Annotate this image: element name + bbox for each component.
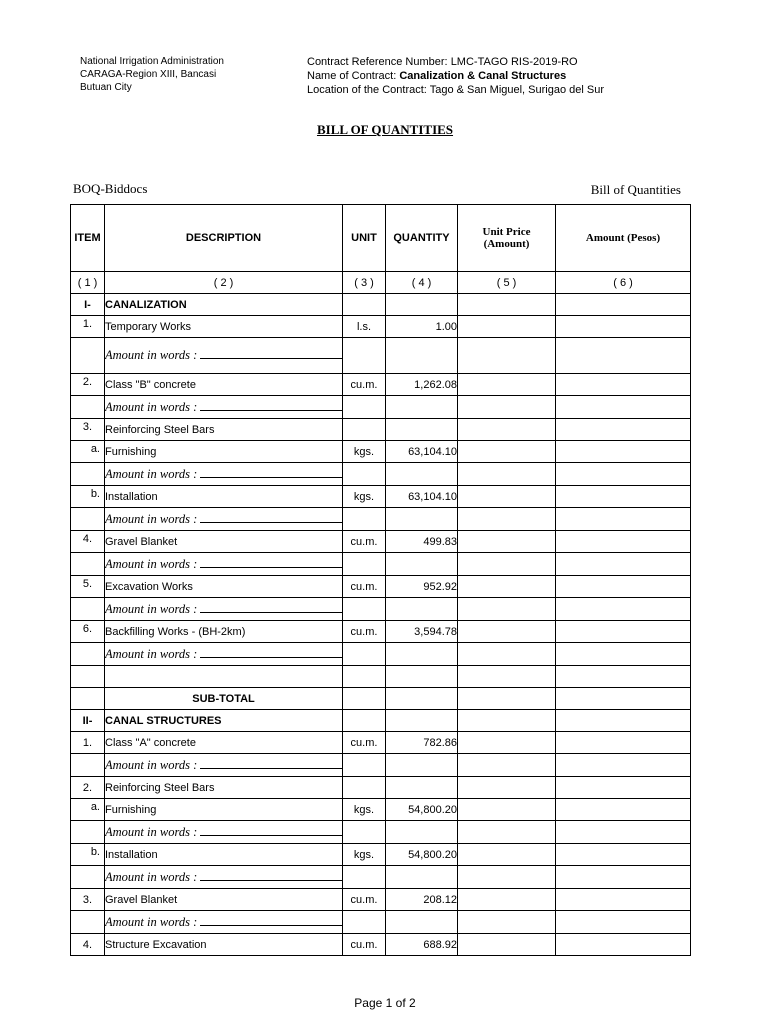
table-header-row [71, 205, 691, 272]
item-description: Backfilling Works - (BH-2km) [105, 621, 343, 643]
table-row [71, 576, 691, 598]
amount-in-words-row [71, 821, 691, 844]
item-number: 6. [71, 621, 105, 643]
amount-in-words[interactable] [105, 508, 343, 531]
header-amount: Amount (Pesos) [556, 205, 691, 272]
amount-cell[interactable] [556, 732, 691, 754]
item-unit: cu.m. [343, 621, 386, 643]
section-number: I- [71, 294, 105, 316]
item-unit: cu.m. [343, 889, 386, 911]
item-quantity: 952.92 [386, 576, 458, 598]
item-quantity: 1,262.08 [386, 374, 458, 396]
amount-in-words-label: Amount in words : [105, 399, 198, 414]
header-unit-price-line1: Unit Price [482, 226, 531, 238]
table-row [71, 486, 691, 508]
item-description: Excavation Works [105, 576, 343, 598]
page-title: BILL OF QUANTITIES [316, 122, 454, 137]
item-quantity: 3,594.78 [386, 621, 458, 643]
unit-price-cell[interactable] [458, 486, 556, 508]
amount-in-words-line [200, 557, 342, 568]
location-label: Location of the Contract: [307, 84, 427, 96]
item-number: 3. [71, 889, 105, 911]
item-quantity: 54,800.20 [386, 799, 458, 821]
unit-price-cell[interactable] [458, 531, 556, 553]
item-unit: cu.m. [343, 934, 386, 956]
unit-price-cell[interactable] [458, 441, 556, 463]
item-number: b. [71, 844, 105, 866]
table-row [71, 419, 691, 441]
contract-ref-value: LMC-TAGO RIS-2019-RO [450, 56, 578, 68]
table-row [71, 316, 691, 338]
amount-cell[interactable] [556, 531, 691, 553]
unit-price-cell[interactable] [458, 621, 556, 643]
amount-in-words-row [71, 553, 691, 576]
amount-in-words-label: Amount in words : [105, 824, 198, 839]
item-description: Reinforcing Steel Bars [105, 777, 343, 799]
item-description: Gravel Blanket [105, 889, 343, 911]
amount-in-words-label: Amount in words : [105, 601, 198, 616]
item-description: Installation [105, 486, 343, 508]
amount-in-words-line [200, 647, 342, 658]
item-number: 5. [71, 576, 105, 598]
amount-in-words-row [71, 754, 691, 777]
amount-in-words[interactable] [105, 553, 343, 576]
empty-row [71, 666, 691, 688]
amount-in-words[interactable] [105, 643, 343, 666]
item-number: 4. [71, 934, 105, 956]
amount-in-words-row [71, 338, 691, 374]
item-quantity: 63,104.10 [386, 486, 458, 508]
column-number-row [71, 272, 691, 294]
amount-in-words-label: Amount in words : [105, 757, 198, 772]
item-description: Gravel Blanket [105, 531, 343, 553]
item-quantity: 688.92 [386, 934, 458, 956]
unit-price-cell[interactable] [458, 844, 556, 866]
amount-in-words-label: Amount in words : [105, 348, 198, 362]
item-description: Temporary Works [105, 316, 343, 338]
amount-in-words[interactable] [105, 911, 343, 934]
unit-price-cell[interactable] [458, 374, 556, 396]
item-number: a. [71, 799, 105, 821]
amount-in-words-line [200, 348, 342, 359]
section-title: CANALIZATION [105, 294, 343, 316]
amount-in-words[interactable] [105, 598, 343, 621]
amount-in-words-row [71, 866, 691, 889]
item-quantity: 63,104.10 [386, 441, 458, 463]
item-unit: cu.m. [343, 732, 386, 754]
header-description: DESCRIPTION [105, 205, 343, 272]
col-num-1: ( 1 ) [71, 272, 105, 294]
item-number: a. [71, 441, 105, 463]
item-number: 2. [71, 777, 105, 799]
organization-block [80, 55, 224, 94]
amount-in-words-row [71, 911, 691, 934]
item-description: Class "B" concrete [105, 374, 343, 396]
amount-in-words-label: Amount in words : [105, 556, 198, 571]
item-description: Furnishing [105, 799, 343, 821]
table-row [71, 934, 691, 956]
table-row [71, 777, 691, 799]
item-number: 4. [71, 531, 105, 553]
header-unit: UNIT [343, 205, 386, 272]
amount-in-words[interactable] [105, 338, 343, 374]
table-row [71, 531, 691, 553]
amount-in-words-row [71, 508, 691, 531]
amount-cell[interactable] [556, 621, 691, 643]
amount-in-words-label: Amount in words : [105, 511, 198, 526]
amount-in-words-label: Amount in words : [105, 869, 198, 884]
contract-name-label: Name of Contract: [307, 70, 397, 82]
amount-in-words-line [200, 825, 342, 836]
table-row [71, 889, 691, 911]
item-unit: cu.m. [343, 576, 386, 598]
item-unit: l.s. [343, 316, 386, 338]
contract-ref-label: Contract Reference Number: [307, 56, 448, 68]
item-unit: cu.m. [343, 374, 386, 396]
amount-in-words-label: Amount in words : [105, 466, 198, 481]
col-num-5: ( 5 ) [458, 272, 556, 294]
unit-price-cell[interactable] [458, 799, 556, 821]
org-line-2: CARAGA-Region XIII, Bancasi [80, 69, 217, 80]
amount-in-words[interactable] [105, 463, 343, 486]
item-description: Furnishing [105, 441, 343, 463]
amount-in-words[interactable] [105, 821, 343, 844]
amount-in-words-row [71, 598, 691, 621]
item-unit: kgs. [343, 486, 386, 508]
amount-in-words-line [200, 758, 342, 769]
unit-price-cell[interactable] [458, 934, 556, 956]
item-unit: kgs. [343, 441, 386, 463]
col-num-3: ( 3 ) [343, 272, 386, 294]
unit-price-cell[interactable] [458, 576, 556, 598]
col-num-6: ( 6 ) [556, 272, 691, 294]
amount-in-words[interactable] [105, 754, 343, 777]
amount-cell[interactable] [556, 844, 691, 866]
item-description: Installation [105, 844, 343, 866]
amount-in-words-row [71, 643, 691, 666]
header-item: ITEM [71, 205, 105, 272]
location-value: Tago & San Miguel, Surigao del Sur [429, 84, 604, 96]
table-row [71, 732, 691, 754]
boq-table [70, 204, 691, 956]
amount-in-words-line [200, 870, 342, 881]
boq-biddocs-label: BOQ-Biddocs [73, 181, 148, 196]
item-quantity: 1.00 [386, 316, 458, 338]
amount-in-words-label: Amount in words : [105, 646, 198, 661]
item-quantity: 782.86 [386, 732, 458, 754]
amount-in-words-line [200, 400, 342, 411]
amount-in-words-row [71, 463, 691, 486]
item-number: 1. [71, 732, 105, 754]
table-row [71, 621, 691, 643]
subtotal-label: SUB-TOTAL [105, 688, 343, 710]
amount-in-words-label: Amount in words : [105, 914, 198, 929]
amount-cell[interactable] [556, 799, 691, 821]
table-row [71, 374, 691, 396]
amount-cell[interactable] [556, 576, 691, 598]
org-line-1: National Irrigation Administration [80, 56, 224, 67]
item-description: Structure Excavation [105, 934, 343, 956]
amount-cell[interactable] [556, 441, 691, 463]
item-quantity: 499.83 [386, 531, 458, 553]
item-unit: kgs. [343, 844, 386, 866]
amount-in-words[interactable] [105, 396, 343, 419]
unit-price-cell[interactable] [458, 732, 556, 754]
amount-cell[interactable] [556, 934, 691, 956]
item-description: Reinforcing Steel Bars [105, 419, 343, 441]
amount-cell[interactable] [556, 889, 691, 911]
unit-price-cell[interactable] [458, 316, 556, 338]
amount-cell[interactable] [556, 316, 691, 338]
section-row [71, 294, 691, 316]
page-number: Page 1 of 2 [354, 996, 416, 1010]
amount-in-words-row [71, 396, 691, 419]
amount-in-words-line [200, 915, 342, 926]
section-row [71, 710, 691, 732]
section-number: II- [71, 710, 105, 732]
item-number: 1. [71, 316, 105, 338]
item-quantity: 208.12 [386, 889, 458, 911]
amount-cell[interactable] [556, 486, 691, 508]
item-number: 3. [71, 419, 105, 441]
amount-in-words[interactable] [105, 866, 343, 889]
header-unit-price [458, 205, 556, 272]
amount-in-words-line [200, 467, 342, 478]
col-num-4: ( 4 ) [386, 272, 458, 294]
item-unit: kgs. [343, 799, 386, 821]
org-line-3: Butuan City [80, 82, 132, 93]
bill-of-quantities-label: Bill of Quantities [590, 182, 681, 197]
amount-in-words-line [200, 602, 342, 613]
item-unit: cu.m. [343, 531, 386, 553]
amount-in-words-line [200, 512, 342, 523]
table-row [71, 844, 691, 866]
table-row [71, 441, 691, 463]
subtotal-row [71, 688, 691, 710]
table-row [71, 799, 691, 821]
item-description: Class "A" concrete [105, 732, 343, 754]
unit-price-cell[interactable] [458, 889, 556, 911]
header-unit-price-line2: (Amount) [483, 238, 530, 250]
item-quantity: 54,800.20 [386, 844, 458, 866]
contract-info-block [307, 55, 604, 97]
subtotal-amount-cell[interactable] [556, 688, 691, 710]
section-title: CANAL STRUCTURES [105, 710, 343, 732]
amount-cell[interactable] [556, 374, 691, 396]
contract-name-value: Canalization & Canal Structures [399, 70, 567, 82]
col-num-2: ( 2 ) [105, 272, 343, 294]
header-quantity: QUANTITY [386, 205, 458, 272]
item-number: 2. [71, 374, 105, 396]
item-number: b. [71, 486, 105, 508]
